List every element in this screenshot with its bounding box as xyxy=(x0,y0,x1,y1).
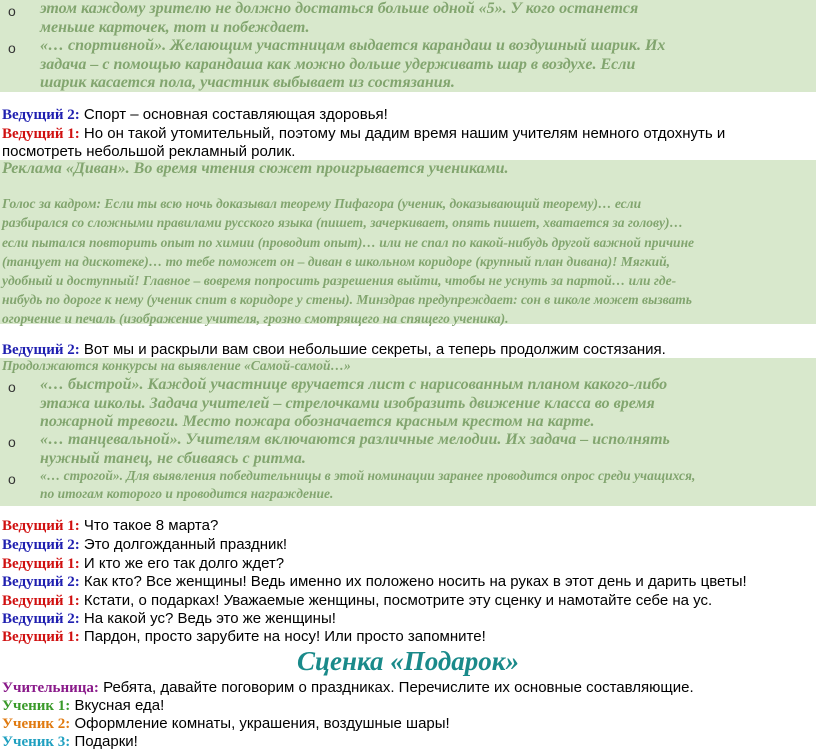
dialog-text: Это долгожданный праздник! xyxy=(83,536,288,553)
speaker-label: Ведущий 2: xyxy=(2,342,80,358)
dialog-text: посмотреть небольшой рекламный ролик. xyxy=(2,143,296,160)
dialog-line xyxy=(2,679,694,697)
dialog-text: Подарки! xyxy=(74,733,138,750)
bullet-marker: o xyxy=(8,471,16,487)
dialog-line xyxy=(2,341,666,359)
dialog-text: Пардон, просто зарубите на носу! Или просто запомните! xyxy=(83,628,486,645)
scene-title: Сценка «Подарок» xyxy=(297,646,519,676)
dialog-line xyxy=(2,573,747,591)
ad-text-line: Голос за кадром: Если ты всю ночь доказывал теорему Пифагора (ученик, доказывающий теорему)… если xyxy=(2,196,642,211)
dialog-line xyxy=(2,517,218,535)
ad-text-line: разбирался со сложными правилами русского языка (пишет, зачеркивает, опять пишет, хватается за голову)… xyxy=(2,215,684,230)
speaker-label: Ведущий 1: xyxy=(2,518,80,534)
speaker-label: Ведущий 2: xyxy=(2,537,80,553)
dialog-text: И кто же его так долго ждет? xyxy=(83,555,285,572)
ad-text-line: (танцует на дискотеке)… то тебе поможет он – диван в школьном коридоре (крупный план дивана)! Мягкий, xyxy=(2,254,670,269)
contest-text-line: «… строгой». Для выявления победительницы в этой номинации заранее проводится опрос среди учащихся, xyxy=(40,468,696,483)
dialog-line xyxy=(2,555,284,573)
dialog-line xyxy=(2,125,725,143)
dialog-text: Кстати, о подарках! Уважаемые женщины, посмотрите эту сценку и намотайте себе на ус. xyxy=(83,592,713,609)
contest-text-line: этом каждому зрителю не должно достаться больше одной «5». У кого останется xyxy=(40,0,639,17)
speaker-label: Ведущий 2: xyxy=(2,611,80,627)
dialog-line xyxy=(2,733,138,751)
dialog-text: Вкусная еда! xyxy=(74,697,165,714)
contest-text-line: меньше карточек, тот и побеждает. xyxy=(40,19,310,36)
dialog-text: Вот мы и раскрыли вам свои небольшие секреты, а теперь продолжим состязания. xyxy=(83,341,666,358)
contest-text-line: нужный танец, не сбиваясь с ритма. xyxy=(40,450,306,467)
dialog-text: Как кто? Все женщины! Ведь именно их положено носить на руках в этот день и дарить цветы! xyxy=(83,573,747,590)
dialog-text: Что такое 8 марта? xyxy=(83,517,219,534)
ad-text-line: нибудь по дороге к нему (ученик спит в коридоре у стены). Минздрав предупреждает: сон в школе может вызвать xyxy=(2,292,692,307)
dialog-text: Оформление комнаты, украшения, воздушные шары! xyxy=(74,715,450,732)
contest-text-line: этажа школы. Задача учителей – стрелочками изобразить движение класса во время xyxy=(40,395,655,412)
speaker-label: Ведущий 2: xyxy=(2,574,80,590)
ad-text-line: если пытался повторить опыт по химии (проводит опыт)… или не спал по какой-нибудь другой важной причине xyxy=(2,235,695,250)
ad-text-line: удобный и доступный! Главное – вовремя попросить разрешения выйти, чтобы не уснуть за партой… или где- xyxy=(2,273,677,288)
contest-text-line: шарик касается пола, участник выбывает из состязания. xyxy=(40,74,455,91)
speaker-label: Ведущий 1: xyxy=(2,629,80,645)
speaker-label: Ведущий 1: xyxy=(2,593,80,609)
dialog-text: На какой ус? Ведь это же женщины! xyxy=(83,610,336,627)
bullet-marker: o xyxy=(8,40,16,56)
dialog-text: Спорт – основная составляющая здоровья! xyxy=(83,106,388,123)
contest-text-line: пожарной тревоги. Место пожара обозначается красным крестом на карте. xyxy=(40,413,595,430)
dialog-line xyxy=(2,592,712,610)
speaker-label: Ведущий 1: xyxy=(2,556,80,572)
speaker-label: Ведущий 2: xyxy=(2,107,80,123)
contest-text-line: по итогам которого и проводится награждение. xyxy=(40,486,334,501)
contest-intro: Продолжаются конкурсы на выявление «Самой-самой…» xyxy=(2,358,351,373)
bullet-marker: o xyxy=(8,434,16,450)
speaker-label: Ученик 1: xyxy=(2,698,71,714)
speaker-label: Ведущий 1: xyxy=(2,126,80,142)
bullet-marker: o xyxy=(8,3,16,19)
dialog-line xyxy=(2,697,164,715)
contest-text-line: «… быстрой». Каждой участнице вручается лист с нарисованным планом какого-либо xyxy=(40,376,668,393)
dialog-text: Но он такой утомительный, поэтому мы дадим время нашим учителям немного отдохнуть и xyxy=(83,125,726,142)
dialog-line xyxy=(2,715,450,733)
speaker-label: Ученик 2: xyxy=(2,716,71,732)
ad-heading: Реклама «Диван». Во время чтения сюжет проигрывается учениками. xyxy=(2,160,509,177)
dialog-line xyxy=(2,628,486,646)
contest-text-line: «… спортивной». Желающим участницам выдается карандаш и воздушный шарик. Их xyxy=(40,37,666,54)
contest-text-line: «… танцевальной». Учителям включаются различные мелодии. Их задача – исполнять xyxy=(40,431,670,448)
dialog-line xyxy=(2,610,336,628)
ad-text-line: огорчение и печаль (изображение учителя, грозно смотрящего на спящего ученика). xyxy=(2,311,509,326)
dialog-line xyxy=(2,106,388,124)
dialog-text: Ребята, давайте поговорим о праздниках. Перечислите их основные составляющие. xyxy=(103,679,694,696)
bullet-marker: o xyxy=(8,379,16,395)
speaker-label: Ученик 3: xyxy=(2,734,71,750)
dialog-line xyxy=(2,536,287,554)
speaker-label: Учительница: xyxy=(2,680,99,696)
contest-text-line: задача – с помощью карандаша как можно дольше удерживать шар в воздухе. Если xyxy=(40,56,636,73)
